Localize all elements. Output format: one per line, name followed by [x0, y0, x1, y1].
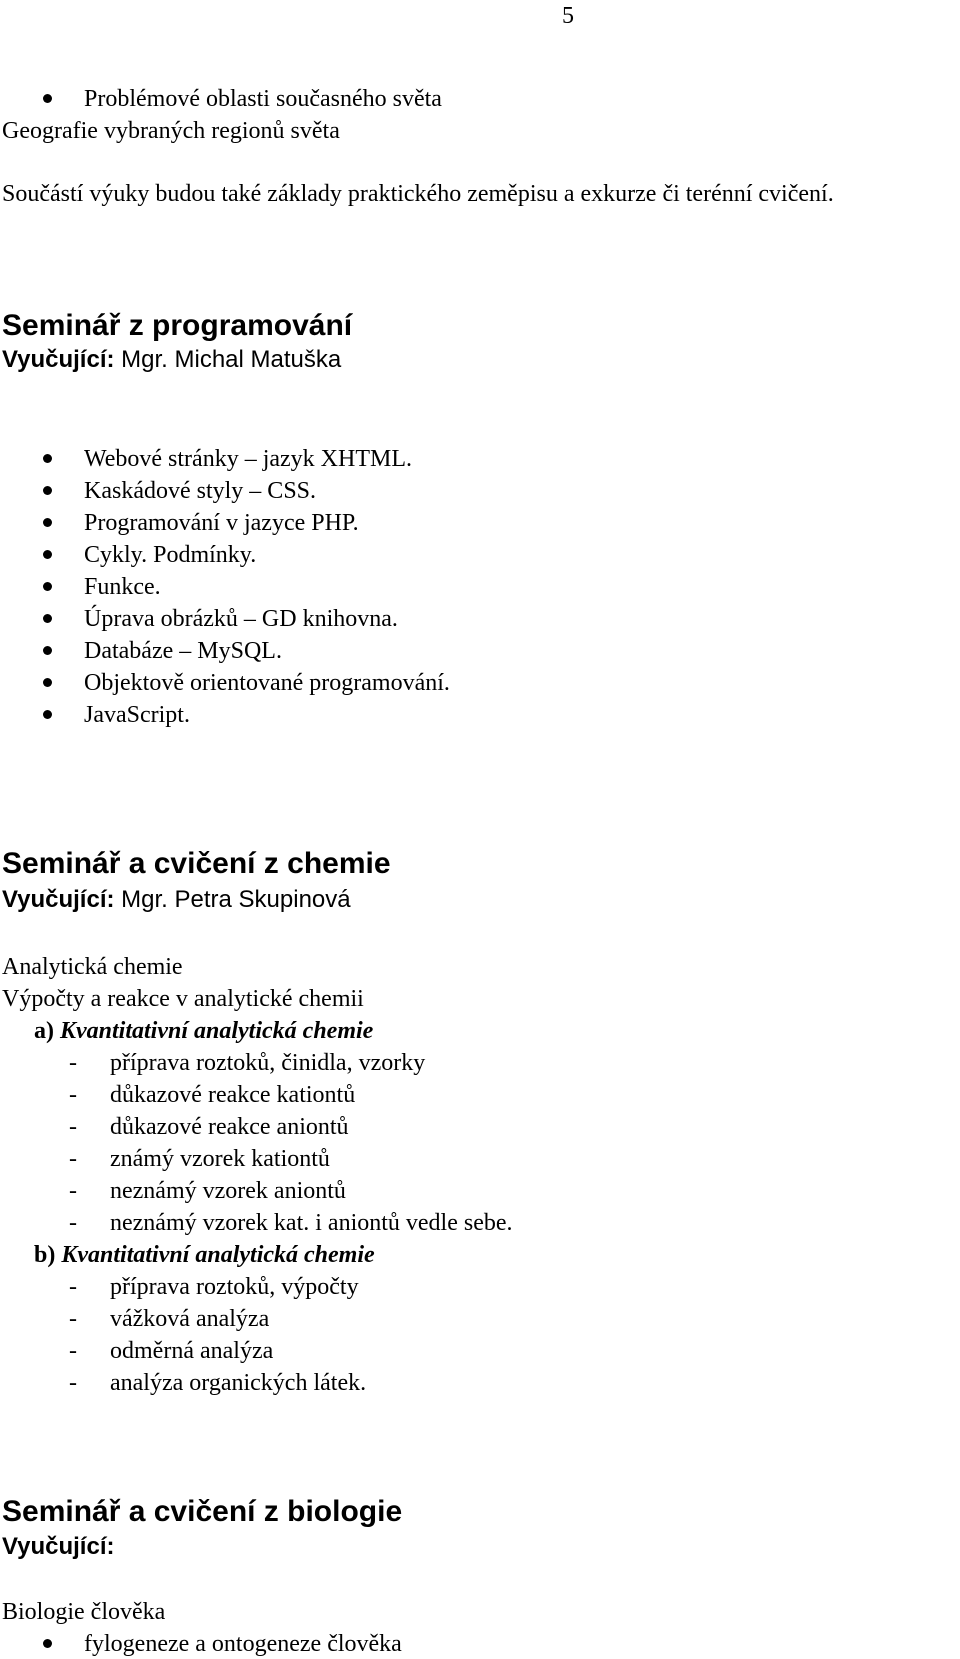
list-item: JavaScript.	[84, 702, 190, 728]
teacher-label: Vyučující:	[2, 886, 115, 913]
dash-marker: -	[69, 1082, 77, 1108]
list-item: odměrná analýza	[110, 1338, 274, 1364]
geography-line: Geografie vybraných regionů světa	[2, 118, 340, 144]
geography-bullet-0: Problémové oblasti současného světa	[84, 86, 442, 112]
list-item: známý vzorek kationtů	[110, 1146, 330, 1172]
bullet-icon	[43, 454, 52, 463]
dash-marker: -	[69, 1178, 77, 1204]
list-item: Programování v jazyce PHP.	[84, 510, 359, 536]
bullet-icon	[43, 678, 52, 687]
dash-marker: -	[69, 1114, 77, 1140]
bullet-icon	[43, 646, 52, 655]
bullet-icon	[43, 550, 52, 559]
teacher-name: Mgr. Michal Matuška	[121, 346, 342, 373]
list-item: neznámý vzorek aniontů	[110, 1178, 346, 1204]
dash-marker: -	[69, 1210, 77, 1236]
section-title-biology: Seminář a cvičení z biologie	[2, 1495, 403, 1528]
dash-marker: -	[69, 1050, 77, 1076]
teacher-biology	[2, 1535, 114, 1559]
list-item: příprava roztoků, výpočty	[110, 1274, 359, 1300]
section-b-heading: b) Kvantitativní analytická chemie	[34, 1242, 375, 1268]
teacher-chemistry	[2, 888, 351, 912]
teacher-label: Vyučující:	[2, 1533, 115, 1560]
page-number: 5	[562, 3, 574, 29]
geography-note: Součástí výuky budou také základy praktického zeměpisu a exkurze či terénní cvičení.	[2, 181, 834, 207]
list-item: příprava roztoků, činidla, vzorky	[110, 1050, 426, 1076]
dash-marker: -	[69, 1370, 77, 1396]
chemistry-line-1: Analytická chemie	[2, 954, 183, 980]
list-item: Kaskádové styly – CSS.	[84, 478, 317, 504]
bullet-icon	[43, 614, 52, 623]
list-item: Cykly. Podmínky.	[84, 542, 257, 568]
list-item: důkazové reakce kationtů	[110, 1082, 356, 1108]
dash-marker: -	[69, 1306, 77, 1332]
list-item: analýza organických látek.	[110, 1370, 367, 1396]
list-item: Databáze – MySQL.	[84, 638, 282, 664]
teacher-programming	[2, 348, 341, 372]
bullet-icon	[43, 518, 52, 527]
bullet-icon	[43, 486, 52, 495]
bullet-icon	[43, 1639, 52, 1648]
teacher-name: Mgr. Petra Skupinová	[121, 886, 351, 913]
teacher-label: Vyučující:	[2, 346, 115, 373]
list-item: Funkce.	[84, 574, 161, 600]
section-title-chemistry: Seminář a cvičení z chemie	[2, 847, 391, 880]
list-item: neznámý vzorek kat. i aniontů vedle sebe.	[110, 1210, 513, 1236]
bullet-icon	[43, 710, 52, 719]
list-item: Úprava obrázků – GD knihovna.	[84, 606, 398, 632]
biology-line-1: Biologie člověka	[2, 1599, 166, 1625]
chemistry-line-2: Výpočty a reakce v analytické chemii	[2, 986, 364, 1012]
section-a-heading: a) Kvantitativní analytická chemie	[34, 1018, 374, 1044]
section-title-programming: Seminář z programování	[2, 309, 353, 342]
dash-marker: -	[69, 1338, 77, 1364]
biology-bullet-0: fylogeneze a ontogeneze člověka	[84, 1631, 402, 1657]
bullet-icon	[43, 94, 52, 103]
dash-marker: -	[69, 1146, 77, 1172]
dash-marker: -	[69, 1274, 77, 1300]
list-item: Objektově orientované programování.	[84, 670, 450, 696]
list-item: vážková analýza	[110, 1306, 270, 1332]
list-item: důkazové reakce aniontů	[110, 1114, 349, 1140]
bullet-icon	[43, 582, 52, 591]
list-item: Webové stránky – jazyk XHTML.	[84, 446, 412, 472]
